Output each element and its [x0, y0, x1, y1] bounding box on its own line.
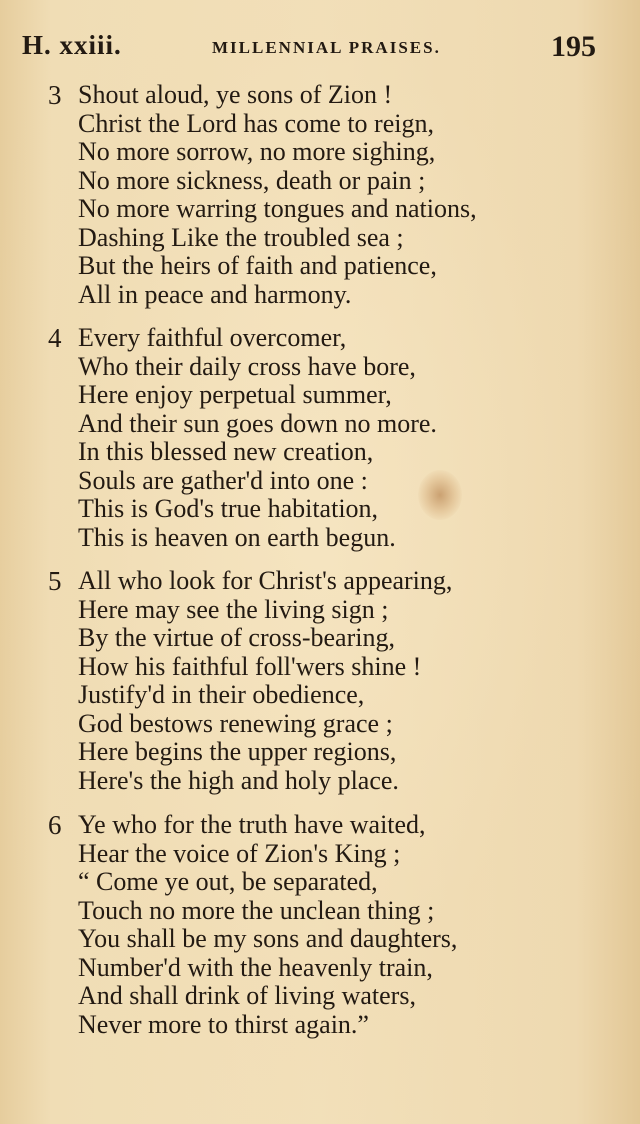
- verse-line: In this blessed new creation,: [78, 437, 374, 466]
- verse-line: Here's the high and holy place.: [78, 765, 399, 795]
- verse-line: Who their daily cross have bore,: [78, 351, 416, 381]
- verse-line: Every faithful overcomer,: [78, 323, 347, 352]
- stanza-number: 5: [48, 566, 62, 596]
- verse-line: Shout aloud, ye sons of Zion !: [78, 80, 393, 109]
- stanza-lines: [78, 324, 618, 552]
- verse-line: Number'd with the heavenly train,: [78, 952, 433, 982]
- verse-line: This is heaven on earth begun.: [78, 522, 396, 552]
- verse-line: No more warring tongues and nations,: [78, 194, 477, 223]
- verse-line: No more sorrow, no more sighing,: [78, 137, 436, 166]
- verse-line: All in peace and harmony.: [78, 279, 352, 309]
- verse-line: All who look for Christ's appearing,: [78, 566, 453, 595]
- stanza-lines: [78, 811, 618, 1039]
- verse-line: By the virtue of cross-bearing,: [78, 623, 395, 652]
- verse-line: Souls are gather'd into one :: [78, 465, 368, 495]
- verse-line: And their sun goes down no more.: [78, 408, 437, 438]
- running-header: [22, 30, 596, 64]
- stanza-number: 6: [48, 810, 62, 840]
- verse-line: No more sickness, death or pain ;: [78, 165, 426, 195]
- verse-line: Here may see the living sign ;: [78, 594, 389, 624]
- running-title: MILLENNIAL PRAISES.: [212, 38, 441, 57]
- verse-line: Here begins the upper regions,: [78, 737, 397, 766]
- stanza-number: 4: [48, 323, 62, 353]
- verse-line: Dashing Like the troubled sea ;: [78, 222, 404, 252]
- verse-line: Here enjoy perpetual summer,: [78, 380, 392, 409]
- verse-line: Never more to thirst again.”: [78, 1009, 369, 1039]
- verse-line: Christ the Lord has come to reign,: [78, 108, 434, 138]
- stanza-number: 3: [48, 80, 62, 110]
- verse-line: And shall drink of living waters,: [78, 981, 416, 1010]
- verse-line: Touch no more the unclean thing ;: [78, 895, 435, 925]
- verse-line: “ Come ye out, be separated,: [78, 867, 378, 896]
- stanza-lines: [78, 567, 618, 795]
- verse-line: Ye who for the truth have waited,: [78, 810, 426, 839]
- hymn-number: H. xxiii.: [22, 30, 122, 60]
- verse-line: God bestows renewing grace ;: [78, 708, 393, 738]
- verse-line: You shall be my sons and daughters,: [78, 924, 458, 953]
- verse-line: This is God's true habitation,: [78, 494, 379, 523]
- stanza-lines: [78, 81, 618, 309]
- page-number: 195: [551, 30, 596, 63]
- verse-line: How his faithful foll'wers shine !: [78, 651, 422, 681]
- verse-line: Hear the voice of Zion's King ;: [78, 838, 401, 868]
- verse-line: Justify'd in their obedience,: [78, 680, 365, 709]
- verse-line: But the heirs of faith and patience,: [78, 251, 437, 280]
